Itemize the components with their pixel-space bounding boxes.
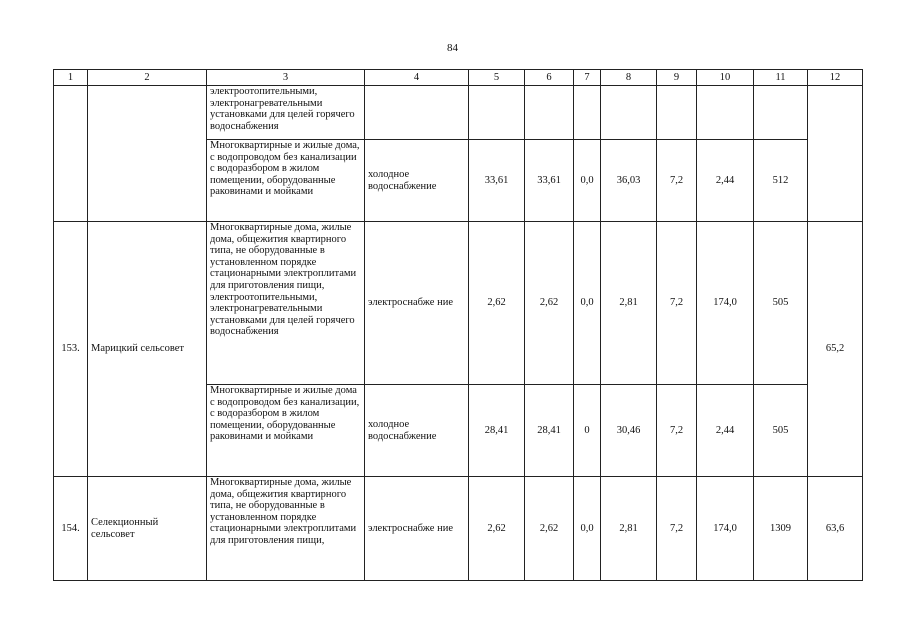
value-cell: 65,2 <box>808 222 863 477</box>
value-cell: 36,03 <box>601 140 657 222</box>
value-cell: 30,46 <box>601 385 657 477</box>
settlement-cell: Селекционный сельсовет <box>88 477 207 581</box>
settlement-cell: Марицкий сельсовет <box>88 222 207 477</box>
value-cell: 28,41 <box>525 385 574 477</box>
value-cell: 2,62 <box>469 477 525 581</box>
value-cell: 2,62 <box>525 477 574 581</box>
value-cell: 0,0 <box>574 477 601 581</box>
value-cell: 33,61 <box>525 140 574 222</box>
value-cell <box>697 86 754 140</box>
col-header: 4 <box>365 70 469 86</box>
value-cell: 0 <box>574 385 601 477</box>
col-header: 12 <box>808 70 863 86</box>
value-cell: 2,81 <box>601 222 657 385</box>
value-cell <box>525 86 574 140</box>
row-number-cell: 153. <box>54 222 88 477</box>
table-row <box>54 477 863 581</box>
header-row <box>54 70 863 86</box>
value-cell <box>601 86 657 140</box>
table-row <box>54 222 863 385</box>
row-number-cell <box>54 86 88 222</box>
description-cell: Многоквартирные дома, жилые дома, общежития квартирного типа, не оборудованные в установленном порядке стационарными электроплитами для приготовления пищи, электроотопительными, электронагревательными установками для целей горячего водоснабжения <box>207 222 365 385</box>
value-cell <box>574 86 601 140</box>
value-cell: 7,2 <box>657 385 697 477</box>
value-cell: 7,2 <box>657 140 697 222</box>
col-header: 9 <box>657 70 697 86</box>
value-cell: 174,0 <box>697 222 754 385</box>
value-cell <box>469 86 525 140</box>
description-cell: Многоквартирные дома, жилые дома, общежития квартирного типа, не оборудованные в установленном порядке стационарными электроплитами для приготовления пищи, <box>207 477 365 581</box>
service-cell: электроснабже ние <box>365 222 469 385</box>
value-cell: 174,0 <box>697 477 754 581</box>
col-header: 7 <box>574 70 601 86</box>
value-cell: 2,62 <box>469 222 525 385</box>
value-cell <box>808 86 863 222</box>
value-cell: 0,0 <box>574 140 601 222</box>
value-cell: 1309 <box>754 477 808 581</box>
col-header: 10 <box>697 70 754 86</box>
value-cell <box>657 86 697 140</box>
description-cell: электроотопительными, электронагревательными установками для целей горячего водоснабжения <box>207 86 365 140</box>
col-header: 2 <box>88 70 207 86</box>
col-header: 11 <box>754 70 808 86</box>
value-cell: 2,44 <box>697 385 754 477</box>
value-cell: 28,41 <box>469 385 525 477</box>
description-cell: Многоквартирные и жилые дома, с водопроводом без канализации с водоразбором в жилом помещении, оборудованные раковинами и мойками <box>207 140 365 222</box>
value-cell: 2,62 <box>525 222 574 385</box>
col-header: 6 <box>525 70 574 86</box>
col-header: 5 <box>469 70 525 86</box>
value-cell: 2,44 <box>697 140 754 222</box>
settlement-cell <box>88 86 207 222</box>
value-cell: 512 <box>754 140 808 222</box>
value-cell: 33,61 <box>469 140 525 222</box>
table-row <box>54 86 863 140</box>
page-number: 84 <box>447 42 458 54</box>
description-cell: Многоквартирные и жилые дома с водопроводом без канализации, с водоразбором в жилом помещении, оборудованные раковинами и мойками <box>207 385 365 477</box>
row-number-cell: 154. <box>54 477 88 581</box>
value-cell: 505 <box>754 385 808 477</box>
value-cell: 505 <box>754 222 808 385</box>
service-cell: холодное водоснабжение <box>365 385 469 477</box>
col-header: 1 <box>54 70 88 86</box>
value-cell: 0,0 <box>574 222 601 385</box>
service-cell: электроснабже ние <box>365 477 469 581</box>
service-cell <box>365 86 469 140</box>
service-cell: холодное водоснабжение <box>365 140 469 222</box>
value-cell <box>754 86 808 140</box>
value-cell: 7,2 <box>657 222 697 385</box>
col-header: 3 <box>207 70 365 86</box>
value-cell: 7,2 <box>657 477 697 581</box>
value-cell: 63,6 <box>808 477 863 581</box>
value-cell: 2,81 <box>601 477 657 581</box>
tariff-table <box>53 69 863 581</box>
col-header: 8 <box>601 70 657 86</box>
